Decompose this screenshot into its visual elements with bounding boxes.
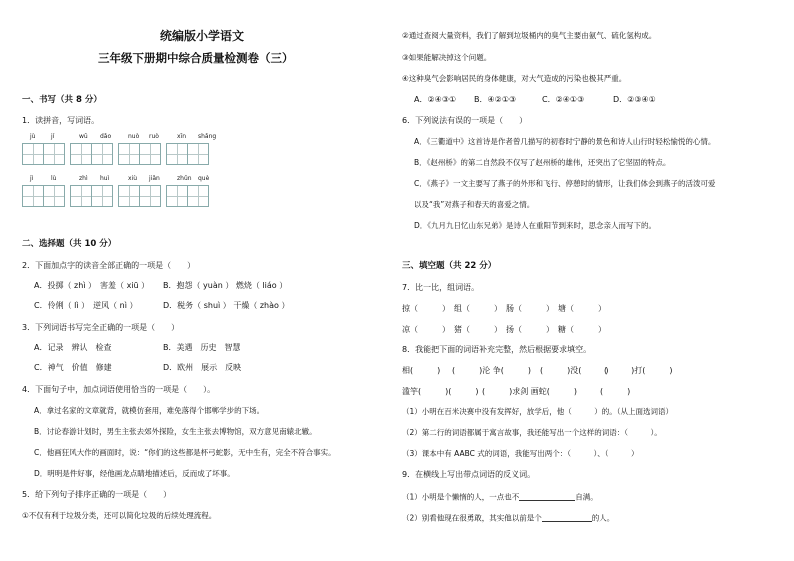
- q5-option-c[interactable]: C．②④①③: [542, 95, 585, 104]
- page-title: 统编版小学语文: [160, 29, 245, 43]
- pinyin-label: xīn: [177, 133, 187, 140]
- q8-sub-1: （1）小明在百米决赛中没有发挥好，放学后，他（ ）的。（从上面选词语）: [402, 407, 674, 416]
- q2-option-c[interactable]: C．伶俐（ lì ） 逆风（ nì ）: [34, 301, 138, 310]
- q9-blank-2[interactable]: [542, 513, 592, 522]
- page-subtitle: 三年级下册期中综合质量检测卷（三）: [98, 51, 294, 65]
- q2-option-d[interactable]: D．税务（ shuì ） 干燥（ zhào ）: [163, 301, 290, 310]
- q6-option-d[interactable]: D．《九月九日忆山东兄弟》是诗人在重阳节到来时，思念亲人而写下的。: [414, 221, 657, 230]
- q8-sub-2: （2）第二行的词语都属于寓言故事，我还能写出一个这样的词语：（ ）。: [402, 428, 662, 437]
- pinyin-label: lù: [51, 175, 57, 182]
- q8-word-7[interactable]: ( ): [600, 387, 631, 396]
- q8-word-6[interactable]: ( )求剑 画蛇( ): [482, 387, 578, 396]
- q8-word-2[interactable]: ( )沦 争( ): [452, 366, 532, 375]
- q4-option-b[interactable]: B．讨论春游计划时，男生主张去郊外探险，女生主张去博物馆，双方意见南辕北辙。: [34, 427, 317, 436]
- q2-option-b[interactable]: B．抱怨（ yuàn ） 燃烧（ liáo ）: [163, 281, 288, 290]
- section-2-heading: 二、选择题（共 10 分）: [22, 239, 117, 249]
- question-2: 2．下面加点字的读音全部正确的一项是（ ）: [22, 261, 196, 270]
- pinyin-label: jiǎn: [149, 175, 160, 182]
- q7-word[interactable]: 组（ ）: [454, 304, 502, 313]
- q7-word[interactable]: 糖（ ）: [558, 325, 606, 334]
- question-6: 6．下列说法有误的一项是（ ）: [402, 116, 528, 125]
- section-3-heading: 三、填空题（共 22 分）: [402, 261, 497, 271]
- q5-option-b[interactable]: B．④②①③: [474, 95, 517, 104]
- q5-sentence-4: ④这种臭气会影响居民的身体健康，对大气造成的污染也极其严重。: [402, 74, 627, 83]
- q5-option-a[interactable]: A．②④③①: [414, 95, 457, 104]
- q5-sentence-1: ①不仅有利于垃圾分类，还可以简化垃圾的后续处理流程。: [22, 511, 217, 520]
- q7-word[interactable]: 凉（ ）: [402, 325, 450, 334]
- q7-word[interactable]: 扬（ ）: [506, 325, 554, 334]
- pinyin-label: zhì: [79, 175, 88, 182]
- q5-sentence-3: ③如果能解决掉这个问题。: [402, 53, 492, 62]
- q8-word-1[interactable]: 相( ): [402, 366, 441, 375]
- q3-option-a[interactable]: A．记录 辨认 检查: [34, 343, 112, 352]
- q2-option-a[interactable]: A．投掷（ zhì ） 害羞（ xiū ）: [34, 281, 150, 290]
- q9-sub-2-tail: 的人。: [591, 513, 615, 523]
- writing-grid-row-2[interactable]: [22, 185, 208, 207]
- q8-word-3[interactable]: ( )没( ): [540, 366, 609, 375]
- question-8: 8．我能把下面的词语补充完整，然后根据要求填空。: [402, 345, 592, 354]
- q7-word[interactable]: 塘（ ）: [558, 304, 606, 313]
- question-5: 5．给下列句子排序正确的一项是（ ）: [22, 490, 172, 499]
- pinyin-label: jí: [51, 133, 55, 140]
- q6-option-a[interactable]: A．《三衢道中》这首诗是作者曾几描写的初春时宁静的景色和诗人山行时轻松愉悦的心情。: [414, 137, 716, 146]
- q7-word[interactable]: 肠（ ）: [506, 304, 554, 313]
- pinyin-label: huì: [100, 175, 110, 182]
- q9-sub-1-text: （1）小明是个懒惰的人，一点也不: [402, 492, 520, 502]
- question-7: 7．比一比，组词语。: [402, 283, 480, 292]
- q8-word-4[interactable]: ( )打( ): [604, 366, 673, 375]
- q8-word-5[interactable]: 滥竽( )( ): [402, 387, 479, 396]
- pinyin-label: nuò: [128, 133, 140, 140]
- q6-option-b[interactable]: B．《赵州桥》的第二自然段不仅写了赵州桥的雄伟，还突出了它坚固的特点。: [414, 158, 671, 167]
- q9-blank-1[interactable]: [519, 492, 575, 501]
- pinyin-label: jù: [30, 133, 36, 140]
- q3-option-b[interactable]: B．美遇 历史 智慧: [163, 343, 241, 352]
- q9-sub-2-text: （2）别看他现在很勇敢，其实他以前是个: [402, 513, 542, 523]
- q7-word[interactable]: 掠（ ）: [402, 304, 450, 313]
- pinyin-label: dǎo: [100, 133, 112, 140]
- q9-sub-1: [402, 492, 598, 501]
- q4-option-a[interactable]: A．拿过名家的文章就背，就模仿套用，难免落得个邯郸学步的下场。: [34, 406, 265, 415]
- pinyin-label: shǎng: [198, 133, 217, 140]
- writing-grid-row-1[interactable]: [22, 143, 208, 165]
- q8-sub-3: （3）课本中有 AABC 式的词语，我能写出两个：（ ）、（ ）: [402, 449, 639, 458]
- pinyin-label: ruò: [149, 133, 159, 140]
- q4-option-d[interactable]: D．明明是件好事，经他画龙点睛地描述后，反而成了坏事。: [34, 469, 235, 478]
- q5-option-d[interactable]: D．②③④①: [613, 95, 656, 104]
- q3-option-d[interactable]: D．欧州 展示 反映: [163, 363, 242, 372]
- q7-word[interactable]: 猪（ ）: [454, 325, 502, 334]
- q3-option-c[interactable]: C．神气 价值 修建: [34, 363, 112, 372]
- q4-option-c[interactable]: C．他画狂风大作的画面时，说：“你们的这些都是杯弓蛇影，无中生有，完全不符合事实。: [34, 448, 336, 457]
- question-1: 1．读拼音，写词语。: [22, 116, 100, 125]
- section-1-heading: 一、书写（共 8 分）: [22, 95, 102, 105]
- pinyin-label: xiù: [128, 175, 138, 182]
- question-9: 9．在横线上写出带点词语的反义词。: [402, 470, 536, 479]
- question-3: 3．下列词语书写完全正确的一项是（ ）: [22, 323, 180, 332]
- q5-sentence-2: ②通过查阅大量资料，我们了解到垃圾桶内的臭气主要由氨气、硫化氢构成。: [402, 31, 657, 40]
- pinyin-label: què: [198, 175, 210, 182]
- pinyin-label: zhǔn: [177, 175, 192, 182]
- q9-sub-2: [402, 513, 614, 522]
- question-4: 4．下面句子中，加点词语使用恰当的一项是（ ）。: [22, 385, 216, 394]
- q6-option-c-cont: 以及“我”对燕子和春天的喜爱之情。: [414, 200, 535, 209]
- pinyin-label: jì: [30, 175, 34, 182]
- q9-sub-1-tail: 自满。: [575, 492, 598, 502]
- q6-option-c[interactable]: C．《燕子》一文主要写了燕子的外形和飞行、停憩时的情形，让我们体会到燕子的活泼可爱: [414, 179, 716, 188]
- pinyin-label: wū: [79, 133, 88, 140]
